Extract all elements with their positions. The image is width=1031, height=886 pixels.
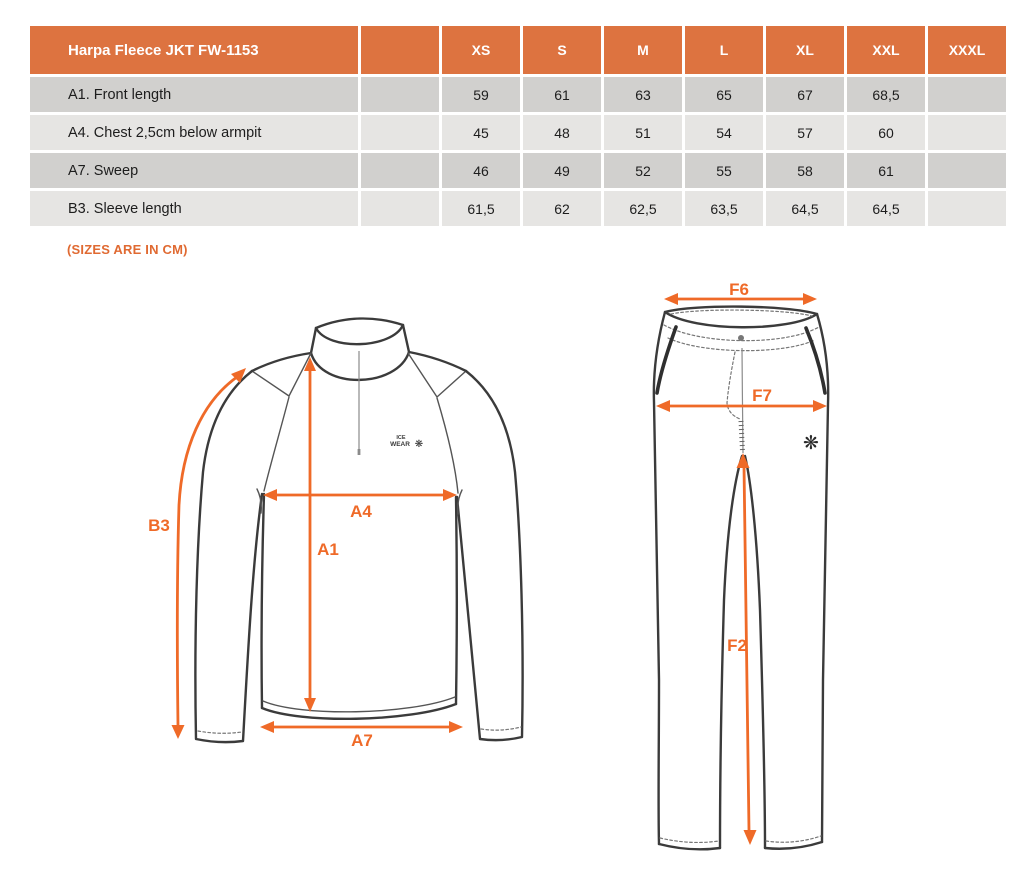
- f7-arrow: [656, 386, 827, 412]
- waist-button-icon: [738, 335, 744, 341]
- value-cell: 48: [523, 115, 601, 150]
- a1-arrow: [304, 357, 339, 712]
- value-cell: 51: [604, 115, 682, 150]
- zipper-pull-icon: [358, 449, 361, 455]
- value-cell: 61,5: [442, 191, 520, 226]
- b3-label: B3: [148, 516, 170, 535]
- value-cell: 67: [766, 77, 844, 112]
- logo-text-ice: ICE: [396, 435, 406, 441]
- value-cell: 63: [604, 77, 682, 112]
- body-side-left: [262, 494, 264, 708]
- logo-text-wear: WEAR: [390, 441, 410, 448]
- value-cell: 45: [442, 115, 520, 150]
- value-cell: 58: [766, 153, 844, 188]
- size-header-xxl: XXL: [847, 26, 925, 74]
- value-cell: 68,5: [847, 77, 925, 112]
- value-cell: 46: [442, 153, 520, 188]
- a7-label: A7: [351, 731, 373, 750]
- a7-arrow: [260, 721, 463, 750]
- cuff-stitch-left: [198, 731, 242, 733]
- value-cell: 61: [523, 77, 601, 112]
- table-title: Harpa Fleece JKT FW-1153: [30, 26, 358, 74]
- f6-label: F6: [729, 280, 749, 299]
- a4-label: A4: [350, 502, 372, 521]
- value-cell: 62,5: [604, 191, 682, 226]
- leg-hem-right: [765, 842, 822, 849]
- fly-stitch: [727, 352, 740, 419]
- yoke-seam-left: [252, 353, 311, 491]
- yoke-seam-right: [408, 353, 466, 493]
- f2-label: F2: [727, 636, 747, 655]
- a1-label: A1: [317, 540, 339, 559]
- value-cell: 64,5: [847, 191, 925, 226]
- snowflake-icon: ❋: [414, 439, 424, 450]
- snowflake-icon: ❋: [803, 432, 819, 454]
- row-label: A4. Chest 2,5cm below armpit: [30, 115, 358, 150]
- sleeve-right: [457, 371, 523, 740]
- f6-arrow: [664, 280, 817, 305]
- pants-diagram: [654, 280, 828, 849]
- cuff-stitch-right: [481, 727, 521, 730]
- value-cell: 55: [685, 153, 763, 188]
- size-header-xxxl: XXXL: [928, 26, 1006, 74]
- value-cell: 49: [523, 153, 601, 188]
- hem-stitch: [263, 697, 455, 712]
- leg-hem-stitch-right: [766, 836, 821, 842]
- sizes-unit-note: (SIZES ARE IN CM): [67, 242, 188, 257]
- sleeve-left: [195, 371, 262, 742]
- f7-label: F7: [752, 386, 772, 405]
- row-label: A7. Sweep: [30, 153, 358, 188]
- collar-opening: [316, 319, 403, 345]
- icewear-logo: [390, 435, 423, 450]
- leg-hem-left: [659, 844, 720, 849]
- row-label: A1. Front length: [30, 77, 358, 112]
- a4-arrow: [263, 489, 457, 521]
- value-cell: 64,5: [766, 191, 844, 226]
- size-header-m: M: [604, 26, 682, 74]
- value-cell: 62: [523, 191, 601, 226]
- shoulder-left: [252, 353, 311, 371]
- body-side-right: [456, 497, 457, 704]
- row-label: B3. Sleeve length: [30, 191, 358, 226]
- value-cell: 52: [604, 153, 682, 188]
- waist-inner-stitch: [671, 310, 812, 316]
- value-cell: 63,5: [685, 191, 763, 226]
- value-cell: 60: [847, 115, 925, 150]
- jacket-diagram: [148, 319, 522, 750]
- size-header-l: L: [685, 26, 763, 74]
- collar-band: [311, 325, 409, 380]
- value-cell: 59: [442, 77, 520, 112]
- leg-hem-stitch-left: [660, 838, 719, 842]
- value-cell: 65: [685, 77, 763, 112]
- size-header-xs: XS: [442, 26, 520, 74]
- value-cell: 57: [766, 115, 844, 150]
- size-header-xl: XL: [766, 26, 844, 74]
- value-cell: 61: [847, 153, 925, 188]
- size-header-s: S: [523, 26, 601, 74]
- value-cell: 54: [685, 115, 763, 150]
